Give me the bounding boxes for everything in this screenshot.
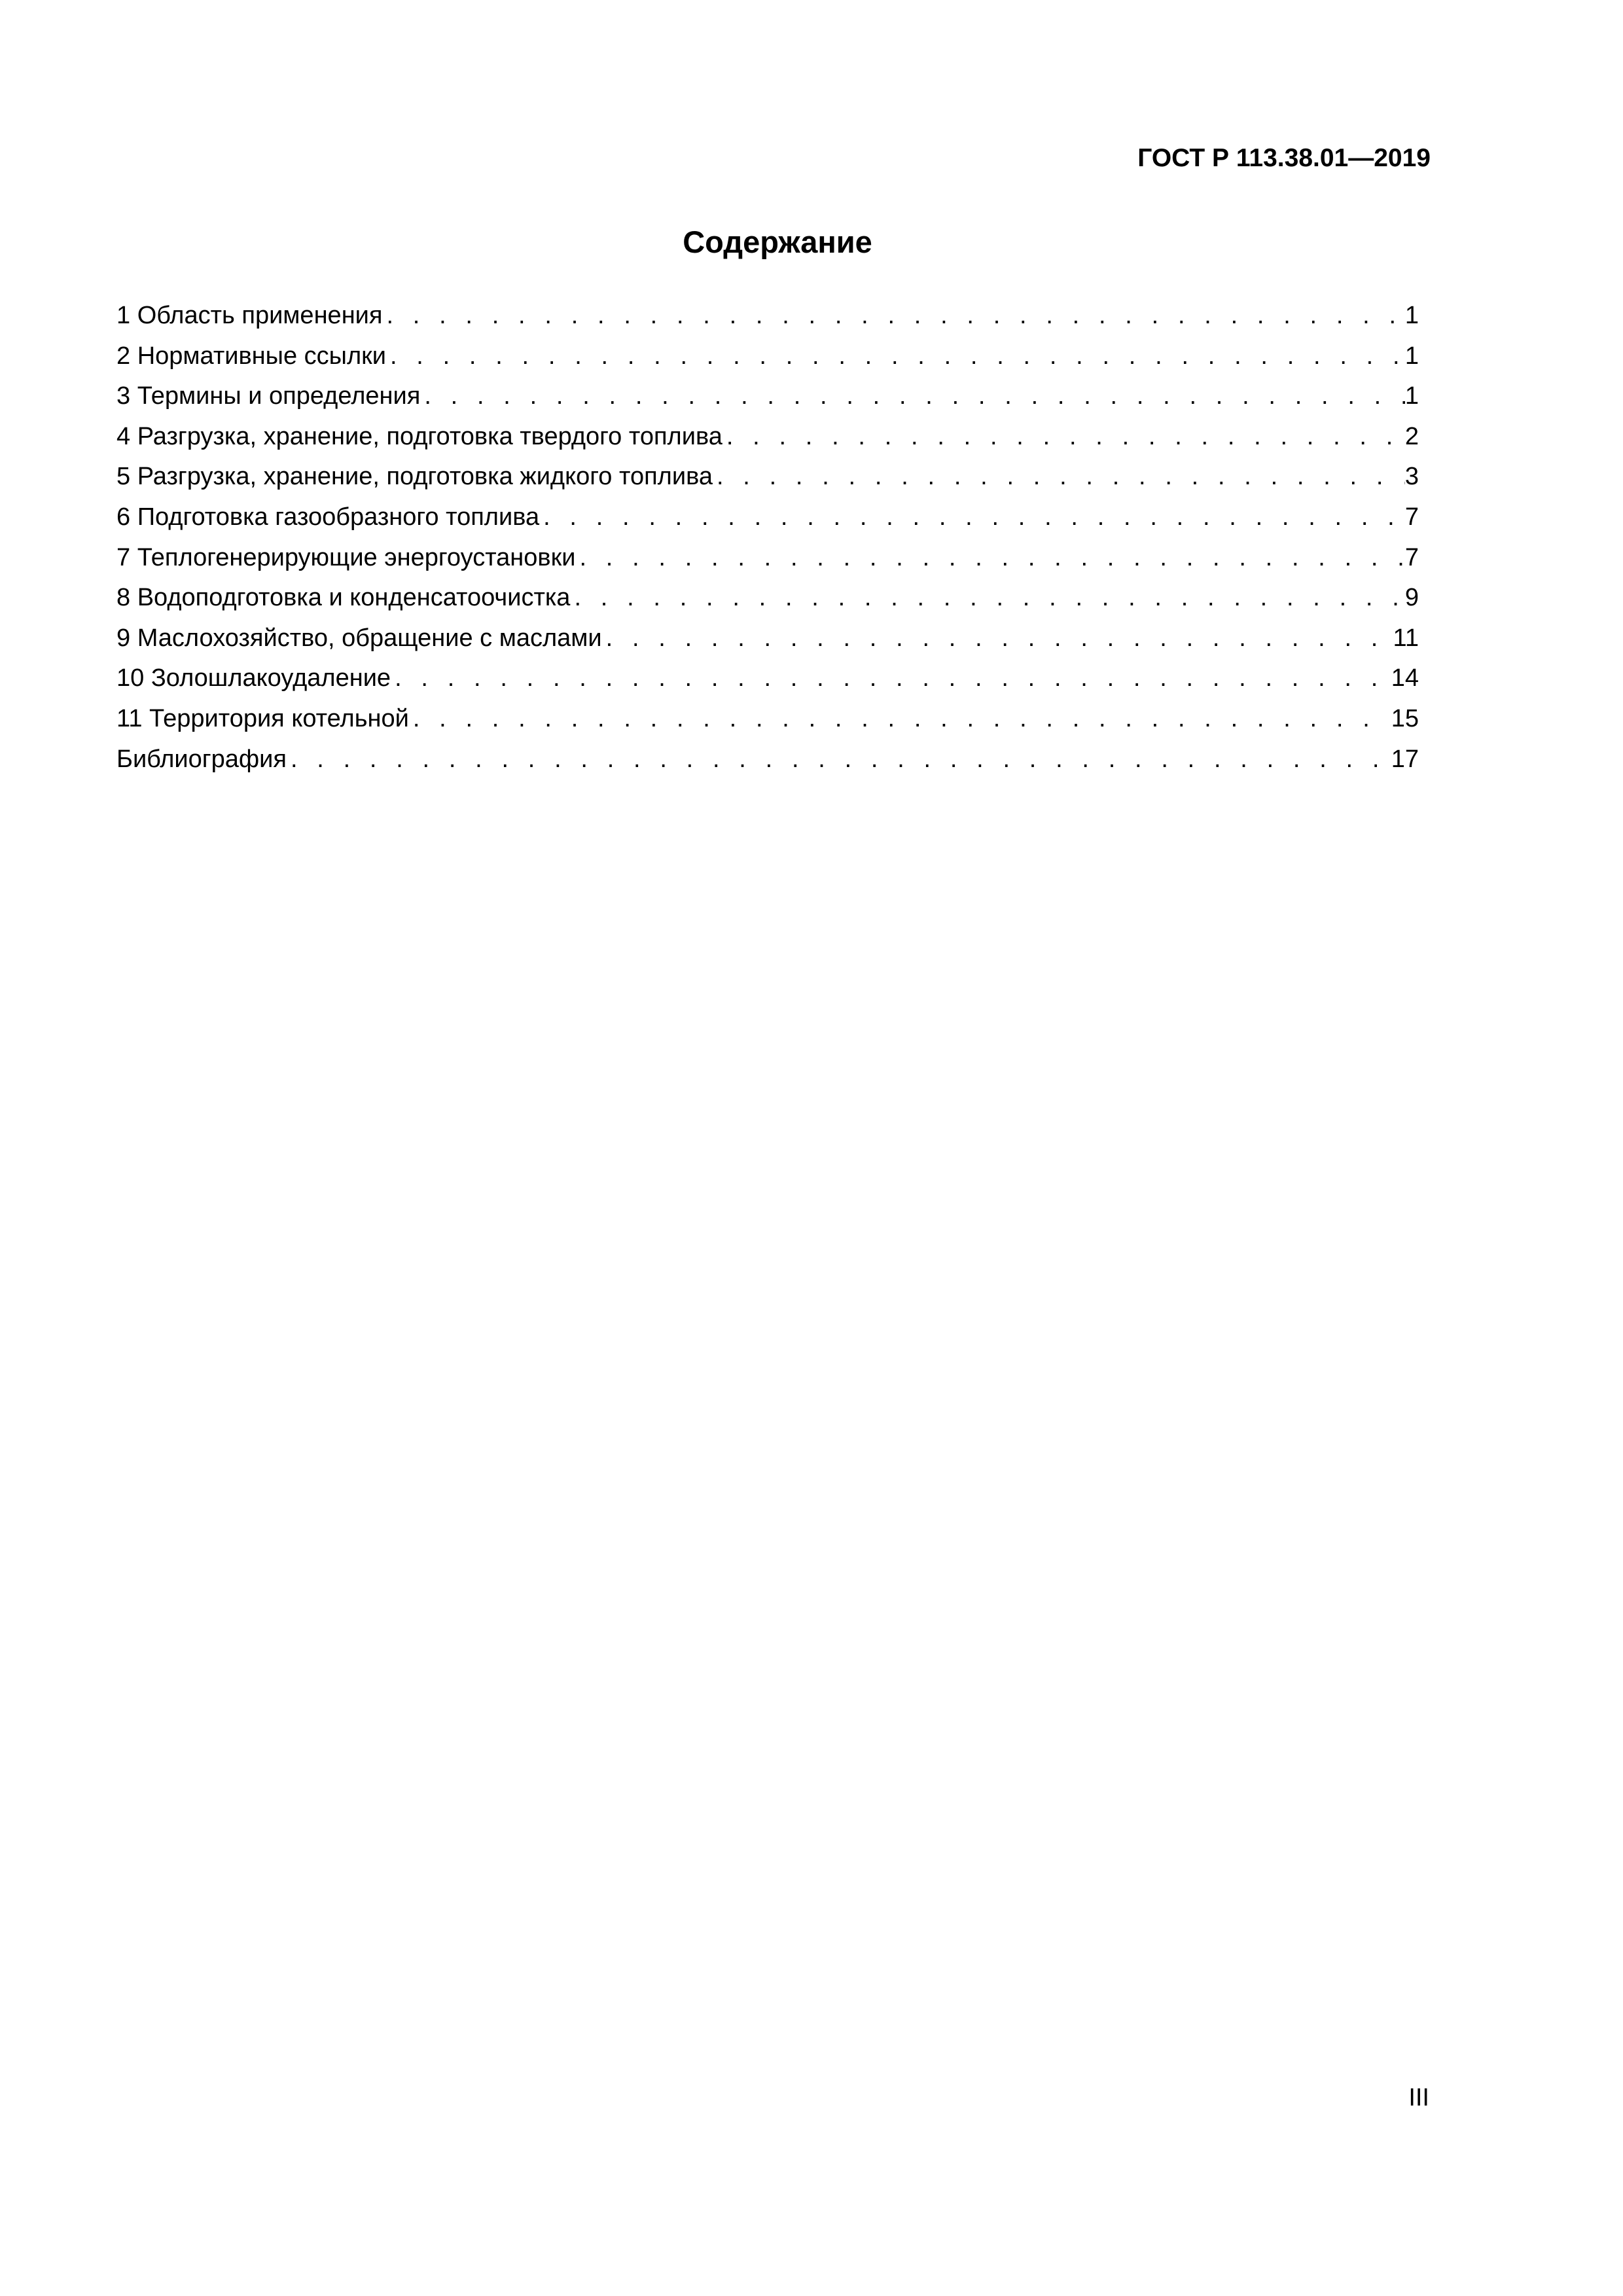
toc-entry-boiler-territory[interactable] [116, 699, 1419, 740]
toc-entry-terms-definitions[interactable] [116, 376, 1419, 417]
dot-leader [539, 497, 1405, 538]
toc-entry-label: 1 Область применения [116, 302, 383, 329]
toc-entry-oil-management[interactable] [116, 619, 1419, 659]
toc-entry-label: 3 Термины и определения [116, 382, 421, 410]
toc-entry-page: 15 [1391, 704, 1419, 732]
toc-entry-page: 7 [1404, 503, 1419, 531]
dot-leader [391, 658, 1391, 699]
toc-entry-heat-generating-units[interactable] [116, 538, 1419, 579]
toc-entry-scope[interactable] [116, 296, 1419, 336]
toc-entry-label: 9 Маслохозяйство, обращение с маслами [116, 624, 602, 652]
toc-entry-page: 1 [1404, 302, 1419, 329]
toc-entry-label: 6 Подготовка газообразного топлива [116, 503, 540, 531]
page-number: III [1408, 2084, 1429, 2111]
toc-entry-gaseous-fuel[interactable] [116, 497, 1419, 538]
toc-entry-water-treatment[interactable] [116, 578, 1419, 619]
toc-entry-page: 14 [1391, 664, 1419, 692]
dot-leader [722, 417, 1405, 457]
document-code: ГОСТ Р 113.38.01—2019 [1137, 144, 1431, 172]
toc-entry-label: 5 Разгрузка, хранение, подготовка жидкого топлива [116, 463, 713, 491]
toc-entry-page: 7 [1404, 543, 1419, 571]
dot-leader [287, 740, 1391, 780]
toc-entry-page: 11 [1393, 624, 1419, 652]
dot-leader [602, 619, 1393, 659]
dot-leader [382, 296, 1404, 336]
toc-entry-page: 17 [1391, 745, 1419, 773]
dot-leader [713, 457, 1405, 497]
toc-entry-page: 1 [1404, 382, 1419, 410]
toc-entry-page: 9 [1404, 584, 1419, 612]
toc-entry-liquid-fuel[interactable] [116, 457, 1419, 497]
table-of-contents [116, 296, 1419, 780]
toc-entry-page: 1 [1404, 342, 1419, 370]
toc-entry-label: 11 Территория котельной [116, 704, 409, 732]
toc-entry-label: 2 Нормативные ссылки [116, 342, 386, 370]
toc-entry-page: 2 [1404, 422, 1419, 450]
toc-entry-label: 7 Теплогенерирующие энергоустановки [116, 543, 576, 571]
toc-entry-ash-removal[interactable] [116, 658, 1419, 699]
toc-entry-label: Библиография [116, 745, 287, 773]
dot-leader [386, 336, 1405, 377]
toc-entry-label: 8 Водоподготовка и конденсатоочистка [116, 584, 571, 612]
toc-entry-solid-fuel[interactable] [116, 417, 1419, 457]
toc-entry-bibliography[interactable] [116, 740, 1419, 780]
toc-entry-label: 10 Золошлакоудаление [116, 664, 391, 692]
toc-entry-normative-references[interactable] [116, 336, 1419, 377]
dot-leader [575, 538, 1404, 579]
dot-leader [570, 578, 1404, 619]
toc-entry-page: 3 [1404, 463, 1419, 491]
toc-entry-label: 4 Разгрузка, хранение, подготовка твердого топлива [116, 422, 722, 450]
toc-title: Содержание [683, 224, 872, 259]
dot-leader [409, 699, 1391, 740]
dot-leader [420, 376, 1405, 417]
